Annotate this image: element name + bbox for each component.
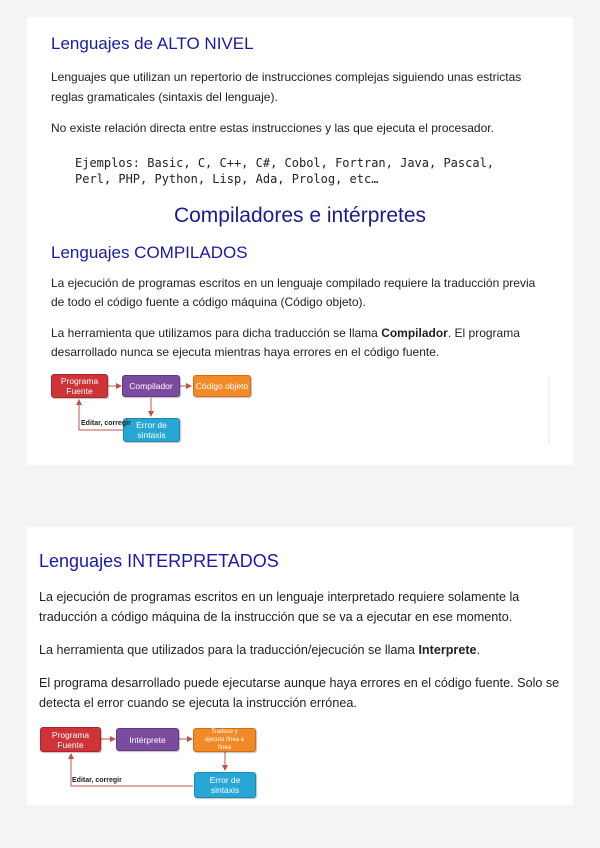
examples-line-1: Ejemplos: Basic, C, C++, C#, Cobol, Fortran, Java, Pascal, [75,155,495,170]
syntax-error-box: Error de sintaxis [123,418,180,442]
interpreter-term: Interprete [418,643,477,657]
high-level-paragraph-2: No existe relación directa entre estas instrucciones y las que ejecuta el procesador. [51,121,494,135]
interpreted-paragraph-2: La herramienta que utilizados para la traducción/ejecución se llama Interprete. [39,643,481,657]
compiled-paragraph-2: La herramienta que utilizamos para dicha traducción se llama Compilador. El programa desarrollado nunca se ejecuta mientras haya errores en el código fuente. [51,325,520,359]
interpreted-paragraph-3: El programa desarrollado puede ejecutarse aunque haya errores en el código fuente. Solo se detecta el error cuando se ejecuta la instrucción errónea. [39,676,560,710]
edit-correct-label: Editar, corregir [81,419,131,427]
translate-execute-box: Traduce y ejecuta línea a línea [193,728,256,752]
compiled-paragraph-1: La ejecución de programas escritos en un lenguaje compilado requiere la traducción previa de todo el código fuente a código máquina (Código objeto). [51,275,536,309]
edit-correct-label: Editar, corregir [72,777,122,784]
object-code-box: Código objeto [193,375,251,397]
examples-line-2: Perl, PHP, Python, Lisp, Ada, Prolog, etc… [75,171,379,186]
compiler-term: Compilador [381,325,448,340]
compilers-interpreters-heading: Compiladores e intérpretes [173,203,427,227]
section-title-high-level: Lenguajes de ALTO NIVEL [51,34,254,53]
compile-flow-diagram [51,374,551,446]
slide-card-compiled [27,17,573,465]
source-program-box: Programa Fuente [51,374,108,398]
syntax-error-box: Error de sintaxis [194,772,256,798]
interpreter-box: Intérprete [116,728,179,751]
interpret-flow-diagram [39,727,269,801]
source-program-box: Programa Fuente [40,727,101,752]
section-title-interpreted: Lenguajes INTERPRETADOS [39,551,279,571]
high-level-paragraph-1: Lenguajes que utilizan un repertorio de instrucciones complejas siguiendo unas estrictas reglas gramaticales (sintaxis del lenguaje). [51,70,522,104]
compiler-box: Compilador [122,375,180,397]
examples-code-block [51,155,549,187]
section-title-compiled: Lenguajes COMPILADOS [51,242,248,262]
slide-card-interpreted [27,527,573,805]
interpreted-paragraph-1: La ejecución de programas escritos en un lenguaje interpretado requiere solamente la traducción a código máquina de la instrucción que se va a ejecutar en ese momento. [39,590,520,624]
